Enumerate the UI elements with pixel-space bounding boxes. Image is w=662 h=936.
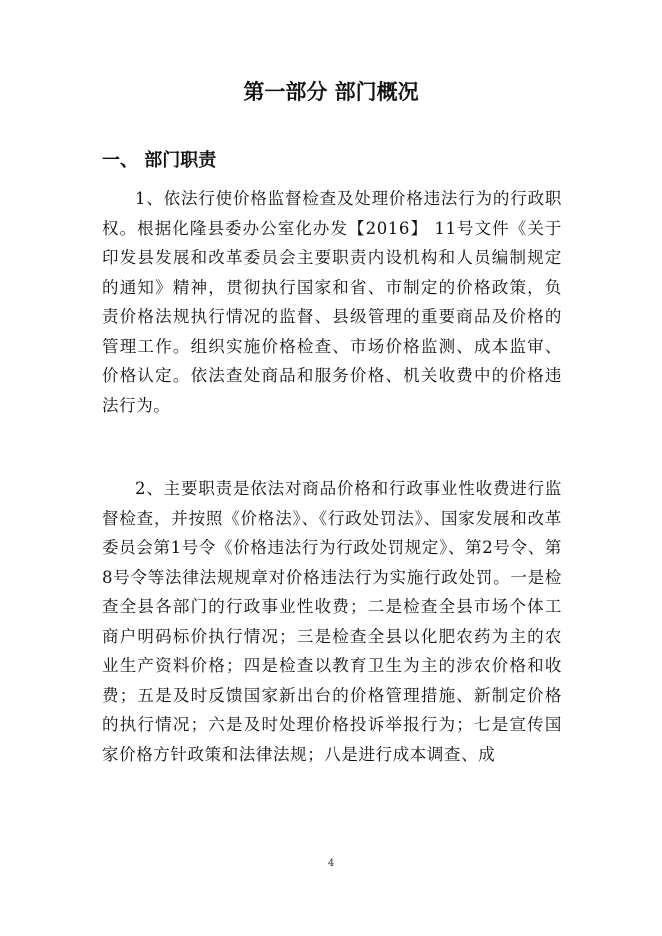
section-heading: 一、 部门职责 (102, 150, 217, 171)
paragraph-1: 1、依法行使价格监督检查及处理价格违法行为的行政职权。根据化隆县委办公室化办发【2016】 11号文件《关于印发县发展和改革委员会主要职责内设机构和人员编制规定的通知》精神，贯彻执行国家和省、市制定的价格政策，负责价格法规执行情况的监督、县级管理的重要商品及价格的管理工作。组织实施价格检查、市场价格监测、成本监审、价格认定。依法查处商品和服务价格、机关收费中的价格违法行为。 (102, 189, 562, 415)
page-title: 第一部分 部门概况 (243, 80, 419, 104)
page-number: 4 (327, 858, 335, 869)
paragraph-2: 2、主要职责是依法对商品价格和行政事业性收费进行监督检查，并按照《价格法》、《行政处罚法》、国家发展和改革委员会第1号令《价格违法行为行政处罚规定》、第2号令、第8号令等法律法规规章对价格违法行为实施行政处罚。一是检查全县各部门的行政事业性收费；二是检查全县市场个体工商户明码标价执行情况；三是检查全县以化肥农药为主的农业生产资料价格；四是检查以教育卫生为主的涉农价格和收费；五是及时反馈国家新出台的价格管理措施、新制定价格的执行情况；六是及时处理价格投诉举报行为；七是宣传国家价格方针政策和法律法规；八是进行成本调查、成 (102, 479, 562, 764)
